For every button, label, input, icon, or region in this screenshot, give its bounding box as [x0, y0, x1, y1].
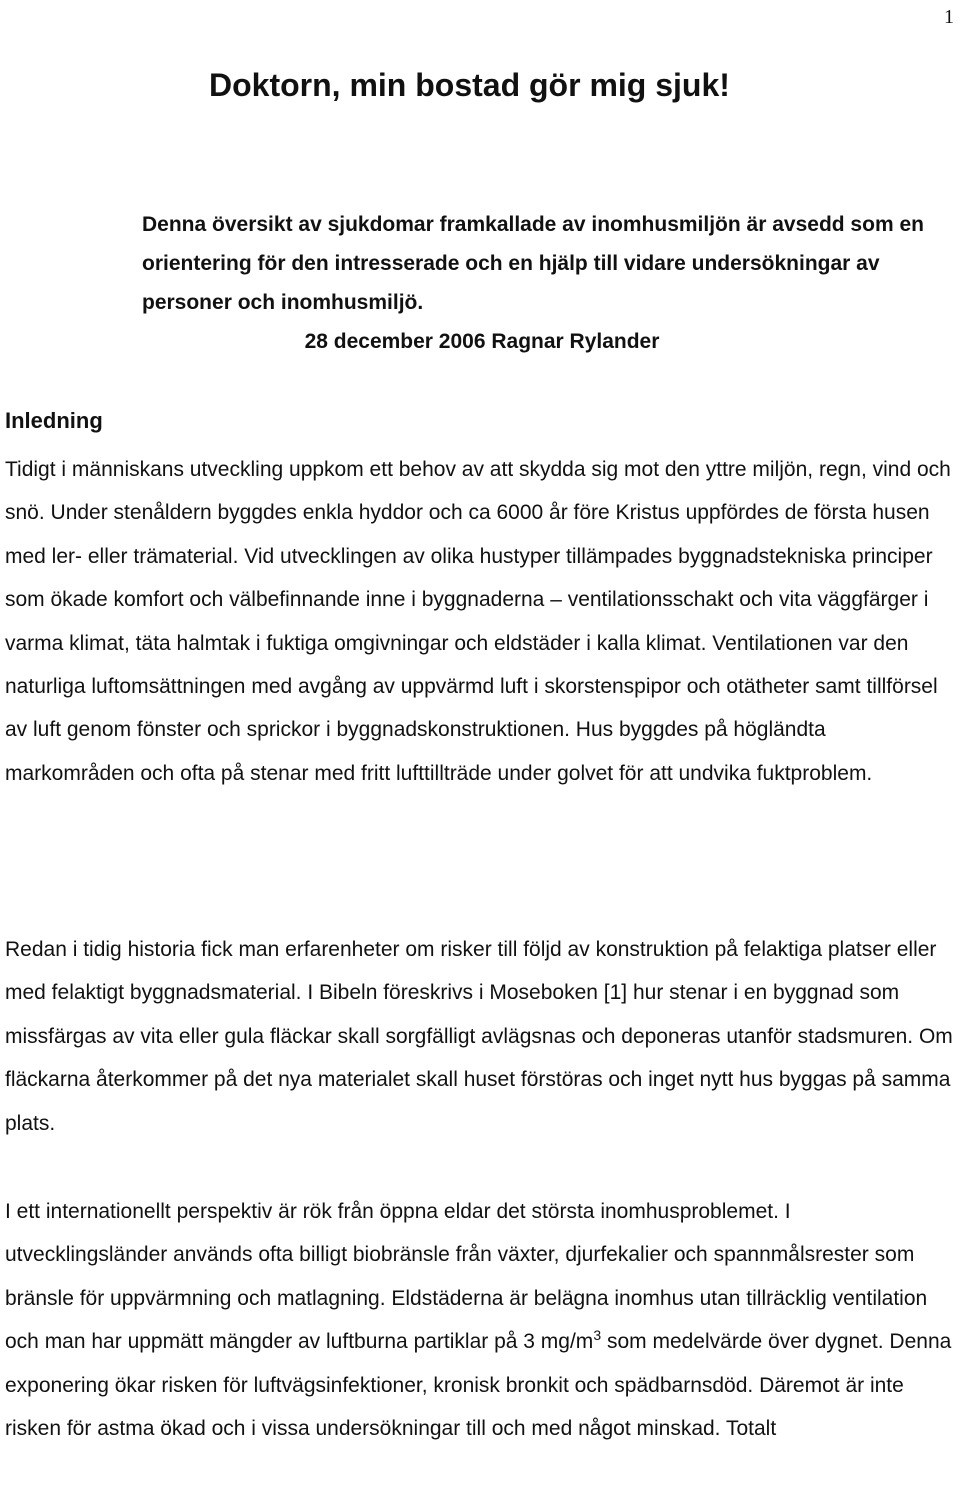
paragraph-3 [5, 1190, 957, 1450]
intro-text: Denna översikt av sjukdomar framkallade av inomhusmiljön är avsedd som en orientering för den intresserade och en hjälp till vidare undersökningar av personer och inomhusmiljö. [142, 213, 924, 314]
paragraph-3-text-b: som medelvärde över dygnet. Denna exponering ökar risken för luftvägsinfektioner, kronisk bronkit och spädbarnsdöd. Däremot är inte risken för astma ökad och i vissa undersökningar till och med något minskad. Totalt [5, 1330, 952, 1441]
page-number: 1 [944, 6, 954, 28]
paragraph-2: Redan i tidig historia fick man erfarenheter om risker till följd av konstruktion på felaktiga platser eller med felaktigt byggnadsmaterial. I Bibeln föreskrivs i Moseboken [1] hur stenar i en byggnad som missfärgas av vita eller gula fläckar skall sorgfälligt avlägsnas och deponeras utanför stadsmuren. Om fläckarna återkommer på det nya materialet skall huset förstöras och inget nytt hus byggas på samma plats. [5, 938, 953, 1135]
byline: 28 december 2006 Ragnar Rylander [304, 330, 660, 353]
paragraph-1: Tidigt i människans utveckling uppkom ett behov av att skydda sig mot den yttre miljön, regn, vind och snö. Under stenåldern byggdes enkla hyddor och ca 6000 år före Kristus uppfördes de första husen med ler- eller trämaterial. Vid utvecklingen av olika hustyper tillämpades byggnadstekniska principer som ökade komfort och välbefinnande inne i byggnaderna – ventilationsschakt och vita väggfärger i varma klimat, täta halmtak i fuktiga omgivningar och eldstäder i kalla klimat. Ventilationen var den naturliga luftomsättningen med avgång av uppvärmd luft i skorstenspipor och otätheter samt tillförsel av luft genom fönster och sprickor i byggnadskonstruktionen. Hus byggdes på högländta markområden och ofta på stenar med fritt lufttillträde under golvet för att undvika fuktproblem. [5, 458, 951, 785]
section-heading: Inledning [5, 408, 103, 433]
document-title: Doktorn, min bostad gör mig sjuk! [209, 67, 730, 103]
paragraph-3-text-a: I ett internationellt perspektiv är rök från öppna eldar det största inomhusproblemet. I utvecklingsländer används ofta billigt biobränsle från växter, djurfekalier och spannmålsrester som bränsle för uppvärmning och matlagning. Eldstäderna är belägna inomhus utan tillräcklig ventilation och man har uppmätt mängder av luftburna partiklar på 3 mg/m [5, 1200, 928, 1354]
superscript: 3 [593, 1327, 602, 1344]
intro-block [142, 205, 932, 361]
